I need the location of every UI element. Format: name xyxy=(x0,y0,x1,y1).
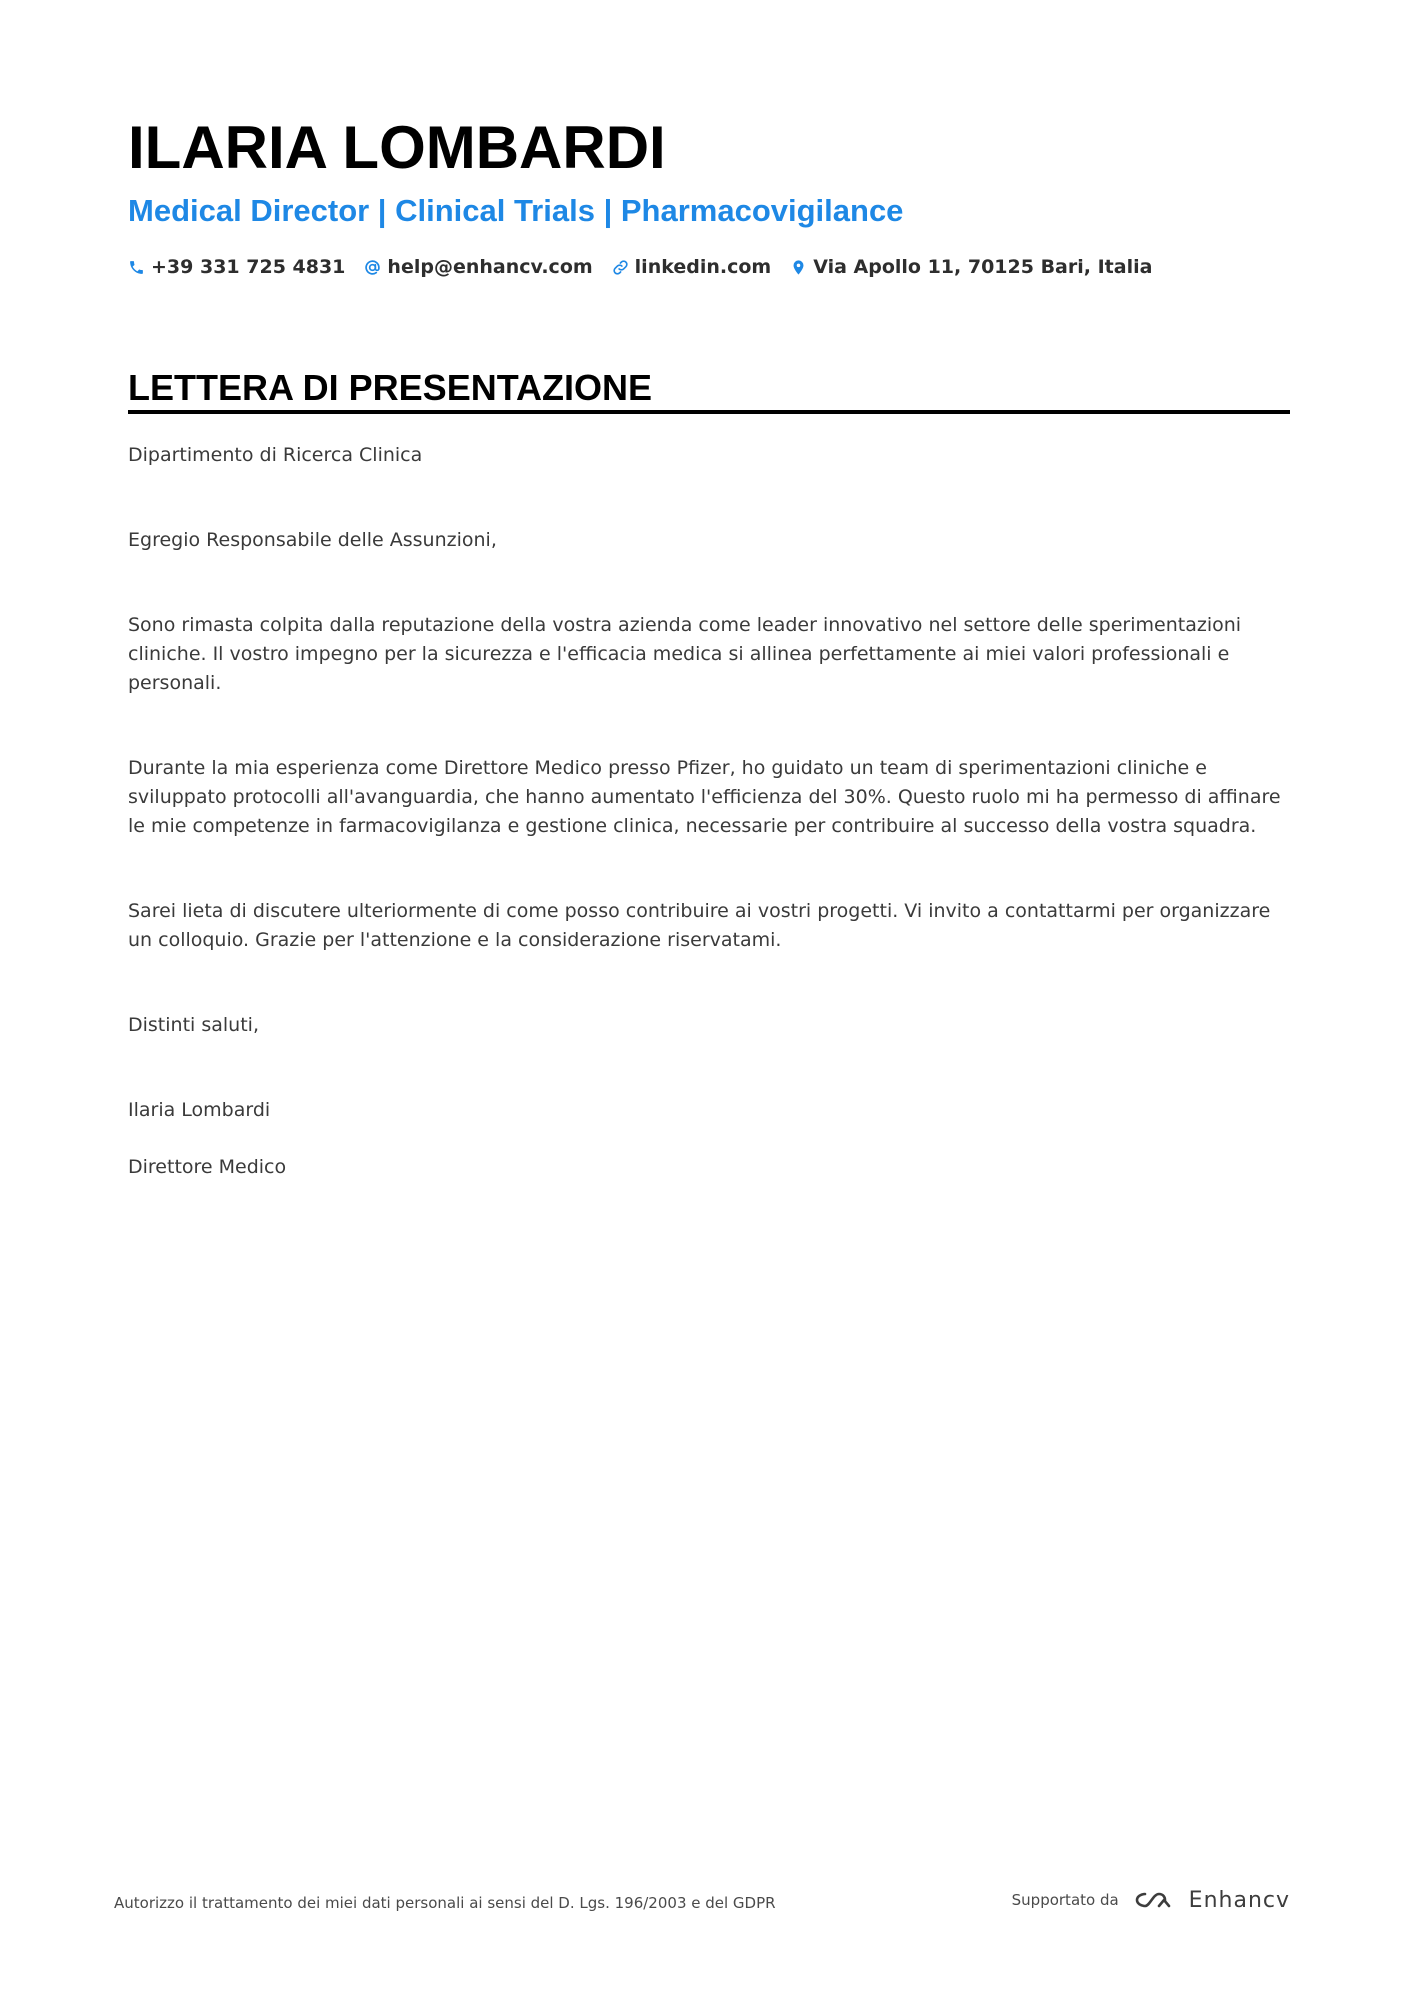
powered-by-label: Supportato da xyxy=(1011,1891,1119,1909)
privacy-consent: Autorizzo il trattamento dei miei dati personali ai sensi del D. Lgs. 196/2003 e del GDPR xyxy=(114,1894,776,1912)
contact-address xyxy=(790,256,1152,278)
paragraph-experience: Durante la mia esperienza come Direttore Medico presso Pfizer, ho guidato un team di sperimentazioni cliniche e sviluppato protocolli all'avanguardia, che hanno aumentato l'efficienza del 30%. Questo ruolo mi ha permesso di affinare le mie competenze in farmacovigilanza e gestione clinica, necessarie per contribuire al successo della vostra squadra. xyxy=(128,757,1281,837)
contact-phone[interactable] xyxy=(128,256,345,278)
contact-bar xyxy=(128,253,1171,281)
closing: Distinti saluti, xyxy=(128,1014,259,1036)
paragraph-closing: Sarei lieta di discutere ulteriormente di come posso contribuire ai vostri progetti. Vi invito a contattarmi per organizzare un colloquio. Grazie per l'attenzione e la considerazione riservatami. xyxy=(128,900,1271,951)
linkedin-link: linkedin.com xyxy=(634,256,772,278)
section-title: LETTERA DI PRESENTAZIONE xyxy=(128,367,653,408)
map-pin-icon xyxy=(790,259,807,276)
paragraph-intro: Sono rimasta colpita dalla reputazione della vostra azienda come leader innovativo nel settore delle sperimentazioni cliniche. Il vostro impegno per la sicurezza e l'efficacia medica si allinea perfettamente ai miei valori professionali e personali. xyxy=(128,614,1242,694)
link-icon xyxy=(612,259,629,276)
powered-by[interactable] xyxy=(1012,1883,1290,1917)
headline: Medical Director | Clinical Trials | Pharmacovigilance xyxy=(128,193,904,228)
brand-name: Enhancv xyxy=(1188,1887,1290,1913)
signature-title: Direttore Medico xyxy=(128,1156,287,1178)
department: Dipartimento di Ricerca Clinica xyxy=(128,444,423,466)
contact-email[interactable] xyxy=(364,256,592,278)
phone-icon xyxy=(128,259,145,276)
letter-body xyxy=(128,441,1290,1182)
enhancv-logo-icon xyxy=(1131,1887,1177,1913)
section-divider xyxy=(128,410,1290,414)
contact-linkedin[interactable] xyxy=(612,256,772,278)
email-address: help@enhancv.com xyxy=(387,256,593,278)
phone-number: +39 331 725 4831 xyxy=(151,256,346,278)
at-icon xyxy=(364,259,381,276)
address: Via Apollo 11, 70125 Bari, Italia xyxy=(813,256,1153,278)
salutation: Egregio Responsabile delle Assunzioni, xyxy=(128,529,497,551)
candidate-name: ILARIA LOMBARDI xyxy=(128,114,666,181)
signature-name: Ilaria Lombardi xyxy=(128,1099,271,1121)
